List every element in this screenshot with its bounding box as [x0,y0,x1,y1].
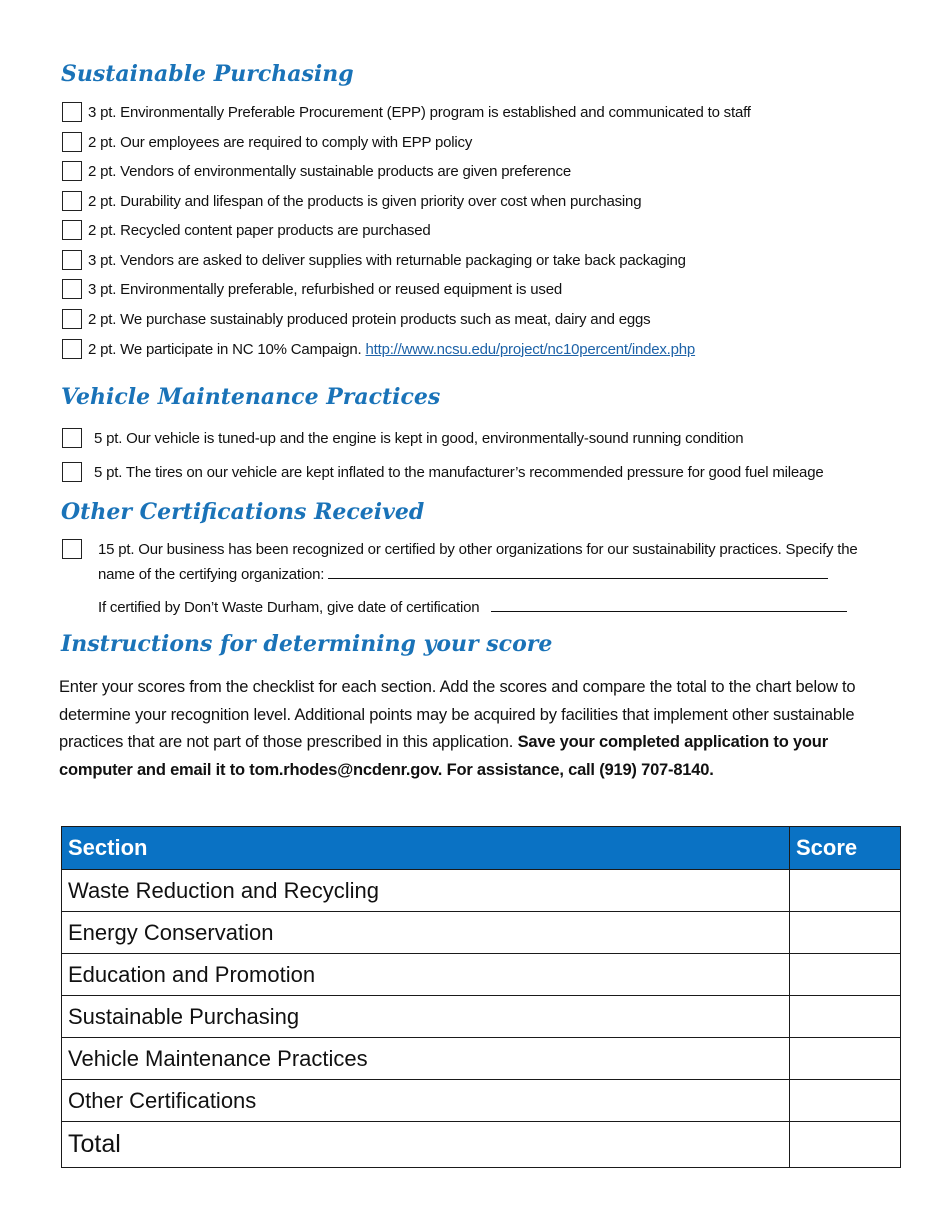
heading-sustainable-purchasing: Sustainable Purchasing [61,61,354,87]
instructions-submit-note: Save your completed application to your computer and email it to tom.rhodes@ncdenr.gov. For assistance, call (919) 707-8140. [59,733,828,779]
checklist-item [62,100,751,124]
total-label: Total [62,1122,790,1168]
section-name: Vehicle Maintenance Practices [62,1038,790,1080]
checkbox[interactable] [62,220,82,240]
checkbox[interactable] [62,132,82,152]
checkbox[interactable] [62,309,82,329]
header-score: Score [790,827,901,870]
checklist-item-label: 2 pt. We purchase sustainably produced protein products such as meat, dairy and eggs [88,310,651,328]
nc10-campaign-text: 2 pt. We participate in NC 10% Campaign. [88,340,362,358]
checkbox[interactable] [62,462,82,482]
table-row [62,870,901,912]
certifying-organization-field[interactable] [328,564,828,579]
section-name: Other Certifications [62,1080,790,1122]
section-name: Waste Reduction and Recycling [62,870,790,912]
heading-vehicle-maintenance: Vehicle Maintenance Practices [61,384,441,410]
score-table [61,826,901,1168]
checklist-item-label: 5 pt. Our vehicle is tuned-up and the engine is kept in good, environmentally-sound running condition [94,429,744,447]
certification-date-row [98,597,847,616]
instructions-body: Enter your scores from the checklist for each section. Add the scores and compare the total to the chart below to determine your recognition level. Additional points may be acquired by facilities that implement other sustainable practices that are not part of those prescribed in this application. [59,678,856,751]
checklist-item-label: 2 pt. Our employees are required to comply with EPP policy [88,133,473,151]
score-cell[interactable] [790,870,901,912]
checklist-item [62,337,695,361]
certification-date-field[interactable] [491,597,847,612]
checklist-item [62,307,650,331]
checklist-item-label: 3 pt. Vendors are asked to deliver supplies with returnable packaging or take back packaging [88,251,686,269]
total-score-cell[interactable] [790,1122,901,1168]
total-row [62,1122,901,1168]
checklist-item-label: 5 pt. The tires on our vehicle are kept inflated to the manufacturer’s recommended pressure for good fuel mileage [94,463,824,481]
checkbox[interactable] [62,250,82,270]
checklist-item-label: 3 pt. Environmentally preferable, refurbished or reused equipment is used [88,280,563,298]
certification-date-label: If certified by Don’t Waste Durham, give date of certification [98,599,480,616]
certification-item-label [98,537,898,587]
checkbox[interactable] [62,102,82,122]
table-row [62,1038,901,1080]
table-row [62,996,901,1038]
checklist-item-label [88,341,695,358]
checkbox[interactable] [62,161,82,181]
score-cell[interactable] [790,996,901,1038]
checkbox[interactable] [62,428,82,448]
checklist-item [62,277,562,301]
checklist-item-label: 2 pt. Recycled content paper products are purchased [88,221,431,239]
checklist-item [62,130,472,154]
table-row [62,1080,901,1122]
checklist-item [62,248,686,272]
section-name: Energy Conservation [62,912,790,954]
heading-other-certifications: Other Certifications Received [61,499,425,525]
table-row [62,912,901,954]
checklist-item-label: 2 pt. Vendors of environmentally sustainable products are given preference [88,162,571,180]
section-name: Sustainable Purchasing [62,996,790,1038]
checkbox[interactable] [62,279,82,299]
checklist-item [62,159,571,183]
checklist-item [62,460,824,484]
checklist-item [62,189,641,213]
checklist-item-label: 3 pt. Environmentally Preferable Procurement (EPP) program is established and communicated to staff [88,103,751,121]
nc10-campaign-link[interactable]: http://www.ncsu.edu/project/nc10percent/index.php [365,340,696,358]
checklist-item-label: 2 pt. Durability and lifespan of the products is given priority over cost when purchasing [88,192,642,210]
checkbox[interactable] [62,191,82,211]
checkbox[interactable] [62,339,82,359]
heading-instructions: Instructions for determining your score [61,631,553,657]
score-cell[interactable] [790,1038,901,1080]
checkbox[interactable] [62,539,82,559]
section-name: Education and Promotion [62,954,790,996]
score-cell[interactable] [790,954,901,996]
header-section: Section [62,827,790,870]
score-cell[interactable] [790,912,901,954]
certification-text: 15 pt. Our business has been recognized or certified by other organizations for our sustainability practices. Specify the name of the certifying organization: [98,541,858,583]
checklist-item [62,218,431,242]
instructions-paragraph [59,674,897,784]
score-table-header [62,827,901,870]
score-cell[interactable] [790,1080,901,1122]
table-row [62,954,901,996]
checklist-item [62,426,743,450]
